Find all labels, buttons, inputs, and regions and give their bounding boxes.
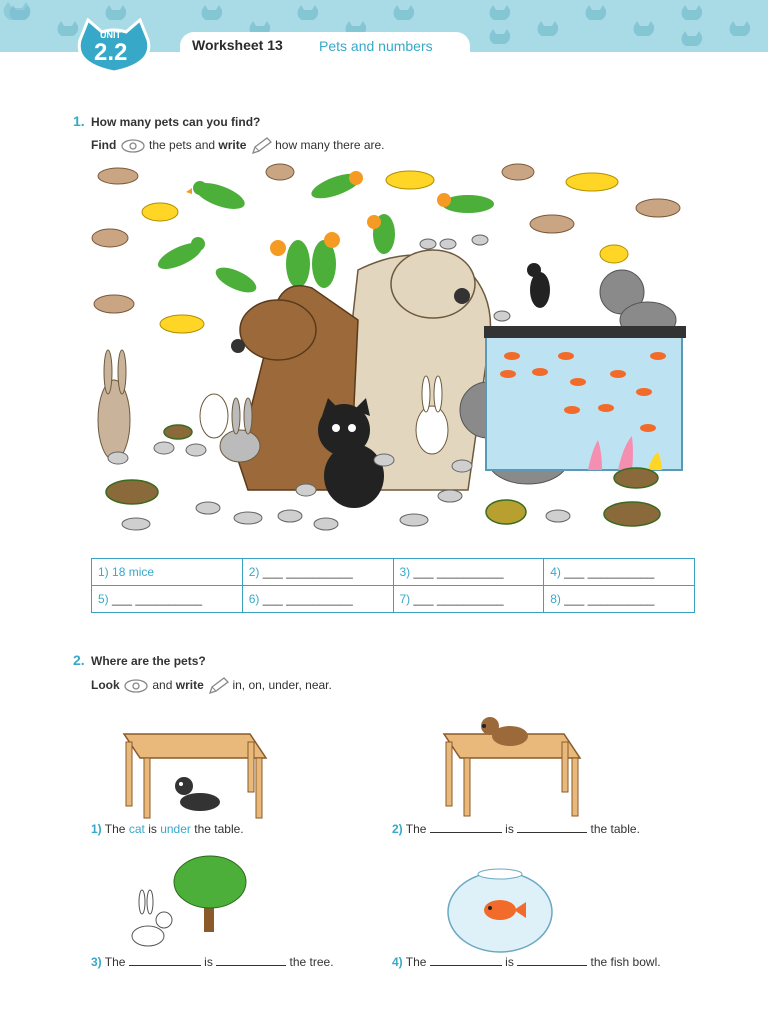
unit-label: UNIT xyxy=(100,30,121,40)
unit-number: 2.2 xyxy=(94,39,128,66)
answer-blank[interactable] xyxy=(430,822,502,833)
instr-words: in, on, under, near. xyxy=(232,678,332,693)
worksheet-title-tab xyxy=(180,32,470,60)
table-row xyxy=(92,559,695,586)
q2-instruction xyxy=(91,677,332,695)
page-title: Pets and numbers xyxy=(319,38,433,54)
instr-write: write xyxy=(218,138,247,153)
q2-question: Where are the pets? xyxy=(91,654,206,668)
sentence-2: 2) The is the table. xyxy=(392,822,640,836)
instr-look: Look xyxy=(91,678,120,693)
worksheet-number: Worksheet 13 xyxy=(192,37,283,53)
answer-cell-3[interactable]: 3) ___ __________ xyxy=(393,559,544,586)
q1-question: How many pets can you find? xyxy=(91,115,261,129)
answer-blank[interactable] xyxy=(216,955,286,966)
answer-cell-8[interactable]: 8) ___ __________ xyxy=(544,586,695,613)
dog-on-table-picture xyxy=(438,714,584,818)
answer-table xyxy=(91,558,695,613)
sentence-4: 4) The is the fish bowl. xyxy=(392,955,661,969)
answer-cell-1[interactable]: 1) 18 mice xyxy=(92,559,243,586)
answer-blank[interactable] xyxy=(129,955,201,966)
instr-find: Find xyxy=(91,138,117,153)
instr-mid: the pets and xyxy=(149,138,216,153)
answer-cell-6[interactable]: 6) ___ __________ xyxy=(242,586,393,613)
table-row xyxy=(92,586,695,613)
instr-end: how many there are. xyxy=(275,138,385,153)
fish-in-bowl-picture xyxy=(444,864,556,954)
eye-icon xyxy=(123,678,149,694)
cat-icon xyxy=(175,777,220,811)
eye-icon xyxy=(120,138,146,154)
answer-blank[interactable] xyxy=(517,955,587,966)
crow-icon xyxy=(527,263,550,308)
answer-cell-2[interactable]: 2) ___ __________ xyxy=(242,559,393,586)
cat-under-table-picture xyxy=(118,728,270,820)
pencil-icon xyxy=(207,677,229,695)
sentence-3: 3) The is the tree. xyxy=(91,955,334,969)
answer-blank[interactable] xyxy=(517,822,587,833)
answer-cell-5[interactable]: 5) ___ __________ xyxy=(92,586,243,613)
answer-cell-7[interactable]: 7) ___ __________ xyxy=(393,586,544,613)
answer-cell-4[interactable]: 4) ___ __________ xyxy=(544,559,695,586)
q2-number: 2. xyxy=(73,652,85,668)
pets-scene-illustration xyxy=(88,160,694,540)
aquarium-icon xyxy=(484,326,686,470)
rabbit-icon xyxy=(132,890,172,946)
instr-and: and xyxy=(152,678,173,693)
pencil-icon xyxy=(250,137,272,155)
answer-blank[interactable] xyxy=(430,955,502,966)
q1-number: 1. xyxy=(73,113,85,129)
rabbit-near-tree-picture xyxy=(118,852,258,950)
unit-badge xyxy=(74,18,154,76)
sentence-1: 1) The cat is under the table. xyxy=(91,822,244,836)
q1-instruction xyxy=(91,137,385,155)
instr-write: write xyxy=(175,678,204,693)
